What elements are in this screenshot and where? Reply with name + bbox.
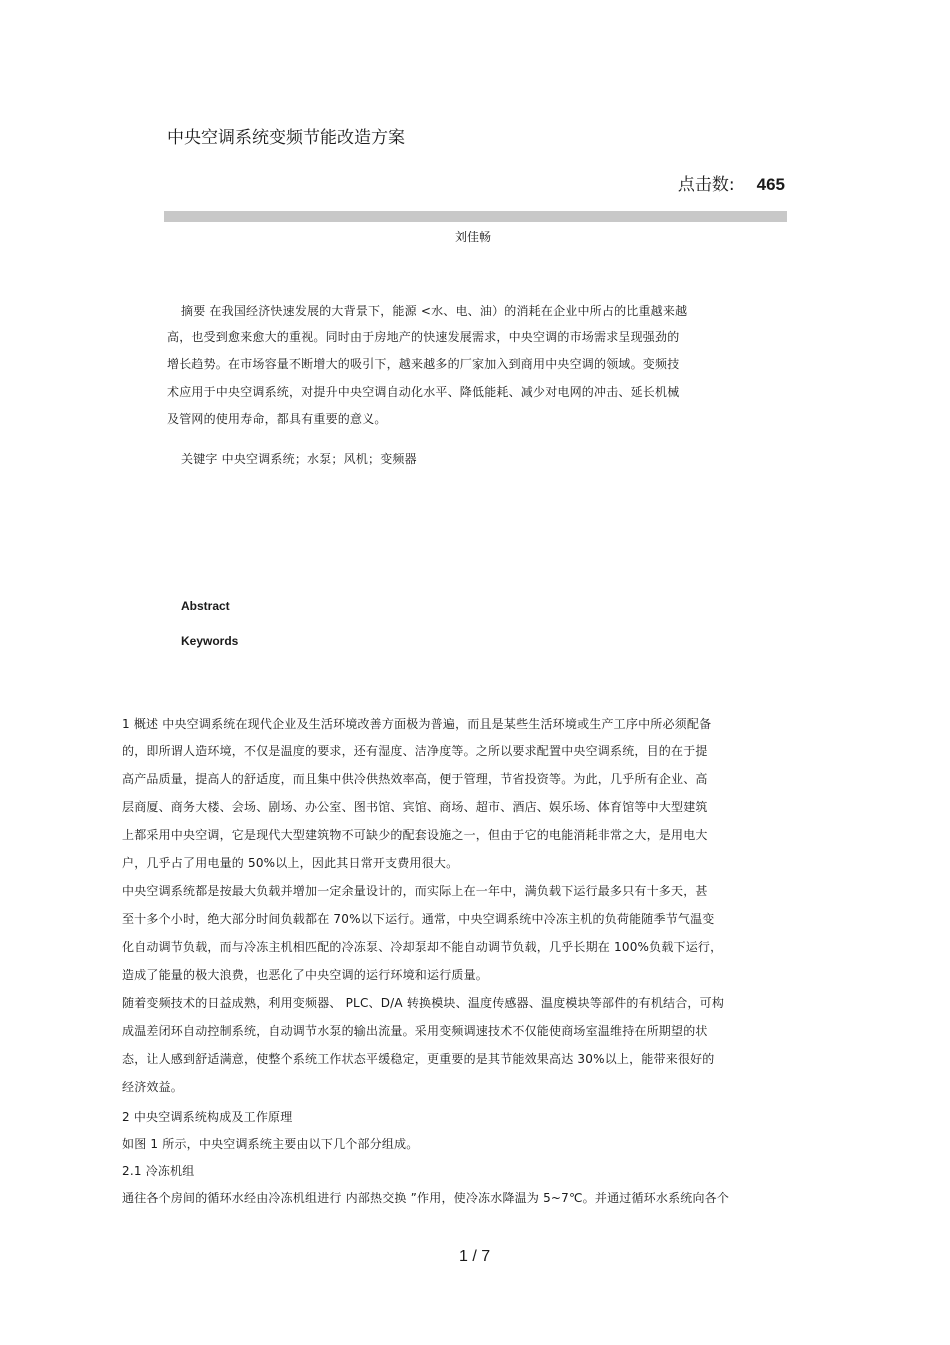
header-divider (164, 211, 787, 222)
body-line: 通往各个房间的循环水经由冷冻机组进行 内部热交换 ”作用，使冷冻水降温为 5~7℃。并通过循环水系统向各个 (122, 1191, 730, 1205)
keywords-en-label: Keywords (181, 634, 239, 648)
page-number: 1 / 7 (459, 1248, 491, 1265)
body-line: 经济效益。 (122, 1080, 184, 1094)
body-line: 户，几乎占了用电量的 50%以上，因此其日常开支费用很大。 (122, 856, 459, 870)
body-line: 上都采用中央空调，它是现代大型建筑物不可缺少的配套设施之一，但由于它的电能消耗非常之大，是用电大 (122, 828, 708, 842)
abstract-line: 增长趋势。在市场容量不断增大的吸引下，越来越多的厂家加入到商用中央空调的领域。变频技 (167, 357, 680, 371)
abstract-line: 及管网的使用寿命，都具有重要的意义。 (167, 412, 387, 426)
body-line: 中央空调系统都是按最大负载并增加一定余量设计的，而实际上在一年中，满负载下运行最多只有十多天，甚 (122, 884, 708, 898)
document-title: 中央空调系统变频节能改造方案 (167, 128, 405, 148)
body-line: 化自动调节负载，而与冷冻主机相匹配的冷冻泵、冷却泵却不能自动调节负载，几乎长期在 100%负载下运行， (122, 940, 723, 954)
body-line: 随着变频技术的日益成熟，利用变频器、 PLC、D/A 转换模块、温度传感器、温度模块等部件的有机结合，可构 (122, 996, 725, 1010)
keywords-cn: 关键字 中央空调系统；水泵；风机；变频器 (181, 452, 417, 466)
body-line: 造成了能量的极大浪费，也恶化了中央空调的运行环境和运行质量。 (122, 968, 489, 982)
abstract-en-label: Abstract (181, 599, 230, 613)
body-line: 态，让人感到舒适满意，使整个系统工作状态平缓稳定，更重要的是其节能效果高达 30%以上，能带来很好的 (122, 1052, 715, 1066)
author-name: 刘佳畅 (455, 230, 492, 244)
abstract-line: 高，也受到愈来愈大的重视。同时由于房地产的快速发展需求，中央空调的市场需求呈现强劲的 (167, 330, 680, 344)
body-line: 至十多个小时，绝大部分时间负载都在 70%以下运行。通常，中央空调系统中冷冻主机的负荷能随季节气温变 (122, 912, 715, 926)
body-line: 如图 1 所示，中央空调系统主要由以下几个部分组成。 (122, 1137, 419, 1151)
abstract-line: 摘要 在我国经济快速发展的大背景下，能源 <水、电、油）的消耗在企业中所占的比重越来越 (181, 304, 688, 318)
body-line: 成温差闭环自动控制系统，自动调节水泵的输出流量。采用变频调速技术不仅能使商场室温维持在所期望的状 (122, 1024, 708, 1038)
body-line: 高产品质量，提高人的舒适度，而且集中供冷供热效率高，便于管理，节省投资等。为此，几乎所有企业、高 (122, 772, 708, 786)
click-count (678, 170, 785, 195)
body-line: 1 概述 中央空调系统在现代企业及生活环境改善方面极为普遍，而且是某些生活环境或生产工序中所必须配备 (122, 717, 712, 731)
subsection-heading: 2.1 冷冻机组 (122, 1164, 195, 1178)
click-count-label: 点击数: (677, 175, 735, 195)
body-line: 层商厦、商务大楼、会场、剧场、办公室、图书馆、宾馆、商场、超市、酒店、娱乐场、体育馆等中大型建筑 (122, 800, 708, 814)
click-count-value: 465 (756, 175, 785, 194)
body-line: 的，即所谓人造环境，不仅是温度的要求，还有湿度、洁净度等。之所以要求配置中央空调系统，目的在于提 (122, 744, 708, 758)
abstract-line: 术应用于中央空调系统，对提升中央空调自动化水平、降低能耗、减少对电网的冲击、延长机械 (167, 385, 680, 399)
section-heading: 2 中央空调系统构成及工作原理 (122, 1110, 293, 1124)
